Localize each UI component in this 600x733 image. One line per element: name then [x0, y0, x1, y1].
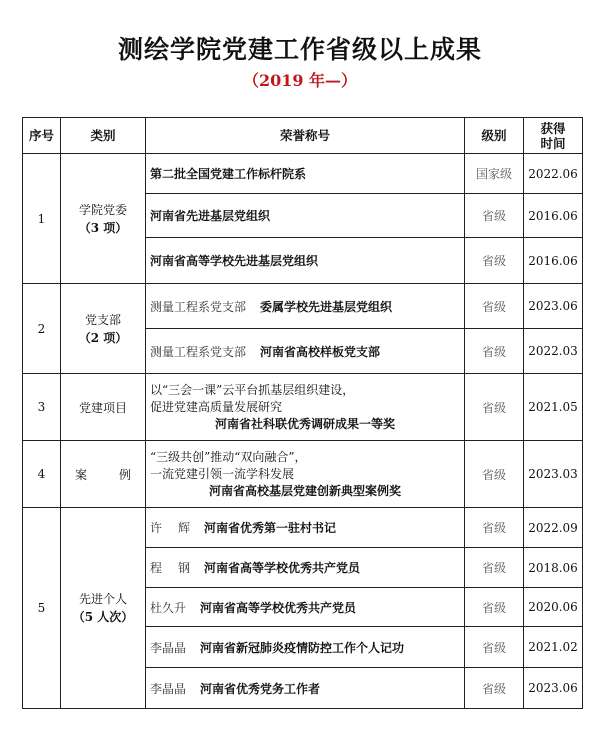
category-cell: 案 例 [61, 441, 146, 508]
level-cell: 省级 [465, 588, 524, 627]
level-cell: 省级 [465, 374, 524, 441]
honor-name: 委属学校先进基层党组织 [260, 299, 393, 314]
seq-cell: 4 [23, 441, 61, 508]
header-honor: 荣誉称号 [146, 118, 465, 154]
honor-name: 河南省高校基层党建创新典型案例奖 [208, 483, 401, 498]
honor-cell [146, 329, 465, 374]
date-cell: 2016.06 [524, 238, 583, 284]
level-cell: 国家级 [465, 154, 524, 194]
seq-cell: 2 [23, 284, 61, 374]
header-time: 获得 时间 [524, 118, 583, 154]
category-cell: 学院党委 （3 项） [61, 154, 146, 284]
seq-cell: 1 [23, 154, 61, 284]
honor-cell [146, 627, 465, 668]
document-title: 测绘学院党建工作省级以上成果 [117, 35, 482, 64]
unit-name: 测量工程系党支部 [150, 344, 247, 359]
honor-name: 河南省高校样板党支部 [260, 344, 381, 359]
person-name: 李晶晶 [150, 640, 187, 655]
honor-cell [146, 441, 465, 508]
date-cell: 2022.06 [524, 154, 583, 194]
date-cell: 2023.06 [524, 284, 583, 329]
category-cell: 党支部 （2 项） [61, 284, 146, 374]
header-level: 级别 [465, 118, 524, 154]
date-cell: 2021.02 [524, 627, 583, 668]
honor-name: 河南省高等学校优秀共产党员 [200, 600, 357, 615]
honor-cell [146, 374, 465, 441]
honor-name: 河南省优秀第一驻村书记 [204, 521, 337, 535]
date-cell: 2020.06 [524, 588, 583, 627]
level-cell: 省级 [465, 194, 524, 238]
seq-cell: 5 [23, 508, 61, 709]
table-row [23, 284, 583, 329]
level-cell: 省级 [465, 668, 524, 709]
honor-name: 河南省社科联优秀调研成果一等奖 [214, 416, 395, 431]
honor-name: 河南省新冠肺炎疫情防控工作个人记功 [200, 640, 405, 655]
case-line-1: “三级共创”推动“双向融合”， [150, 449, 307, 464]
table-row [23, 508, 583, 548]
unit-name: 测量工程系党支部 [150, 299, 247, 314]
achievements-table [22, 117, 583, 709]
document-subtitle: （2019 年—） [242, 71, 358, 90]
person-name: 杜久升 [150, 600, 187, 615]
header-seq: 序号 [23, 118, 61, 154]
header-category: 类别 [61, 118, 146, 154]
date-cell: 2018.06 [524, 548, 583, 588]
seq-cell: 3 [23, 374, 61, 441]
category-cell: 先进个人 （5 人次） [61, 508, 146, 709]
level-cell: 省级 [465, 329, 524, 374]
honor-cell [146, 548, 465, 588]
table-row [23, 154, 583, 194]
honor-cell [146, 588, 465, 627]
project-line-1: 以“三会一课”云平台抓基层组织建设， [150, 382, 355, 397]
date-cell: 2022.09 [524, 508, 583, 548]
honor-cell [146, 284, 465, 329]
person-name: 许 辉 [150, 521, 191, 535]
date-cell: 2023.06 [524, 668, 583, 709]
date-cell: 2023.03 [524, 441, 583, 508]
level-cell: 省级 [465, 548, 524, 588]
person-name: 李晶晶 [150, 681, 187, 696]
table-row [23, 441, 583, 508]
case-line-2: 一流党建引领一流学科发展 [150, 466, 295, 481]
level-cell: 省级 [465, 284, 524, 329]
table-row [23, 374, 583, 441]
honor-cell [146, 668, 465, 709]
person-name: 程 钢 [150, 561, 191, 575]
honor-name: 河南省优秀党务工作者 [200, 681, 321, 696]
honor-name: 河南省高等学校优秀共产党员 [204, 561, 361, 575]
date-cell: 2021.05 [524, 374, 583, 441]
category-cell: 党建项目 [61, 374, 146, 441]
honor-cell: 河南省高等学校先进基层党组织 [146, 238, 465, 284]
level-cell: 省级 [465, 627, 524, 668]
level-cell: 省级 [465, 238, 524, 284]
project-line-2: 促进党建高质量发展研究 [150, 399, 283, 414]
level-cell: 省级 [465, 508, 524, 548]
date-cell: 2022.03 [524, 329, 583, 374]
table-header-row [23, 118, 583, 154]
honor-cell [146, 508, 465, 548]
level-cell: 省级 [465, 441, 524, 508]
honor-cell: 河南省先进基层党组织 [146, 194, 465, 238]
honor-cell: 第二批全国党建工作标杆院系 [146, 154, 465, 194]
date-cell: 2016.06 [524, 194, 583, 238]
